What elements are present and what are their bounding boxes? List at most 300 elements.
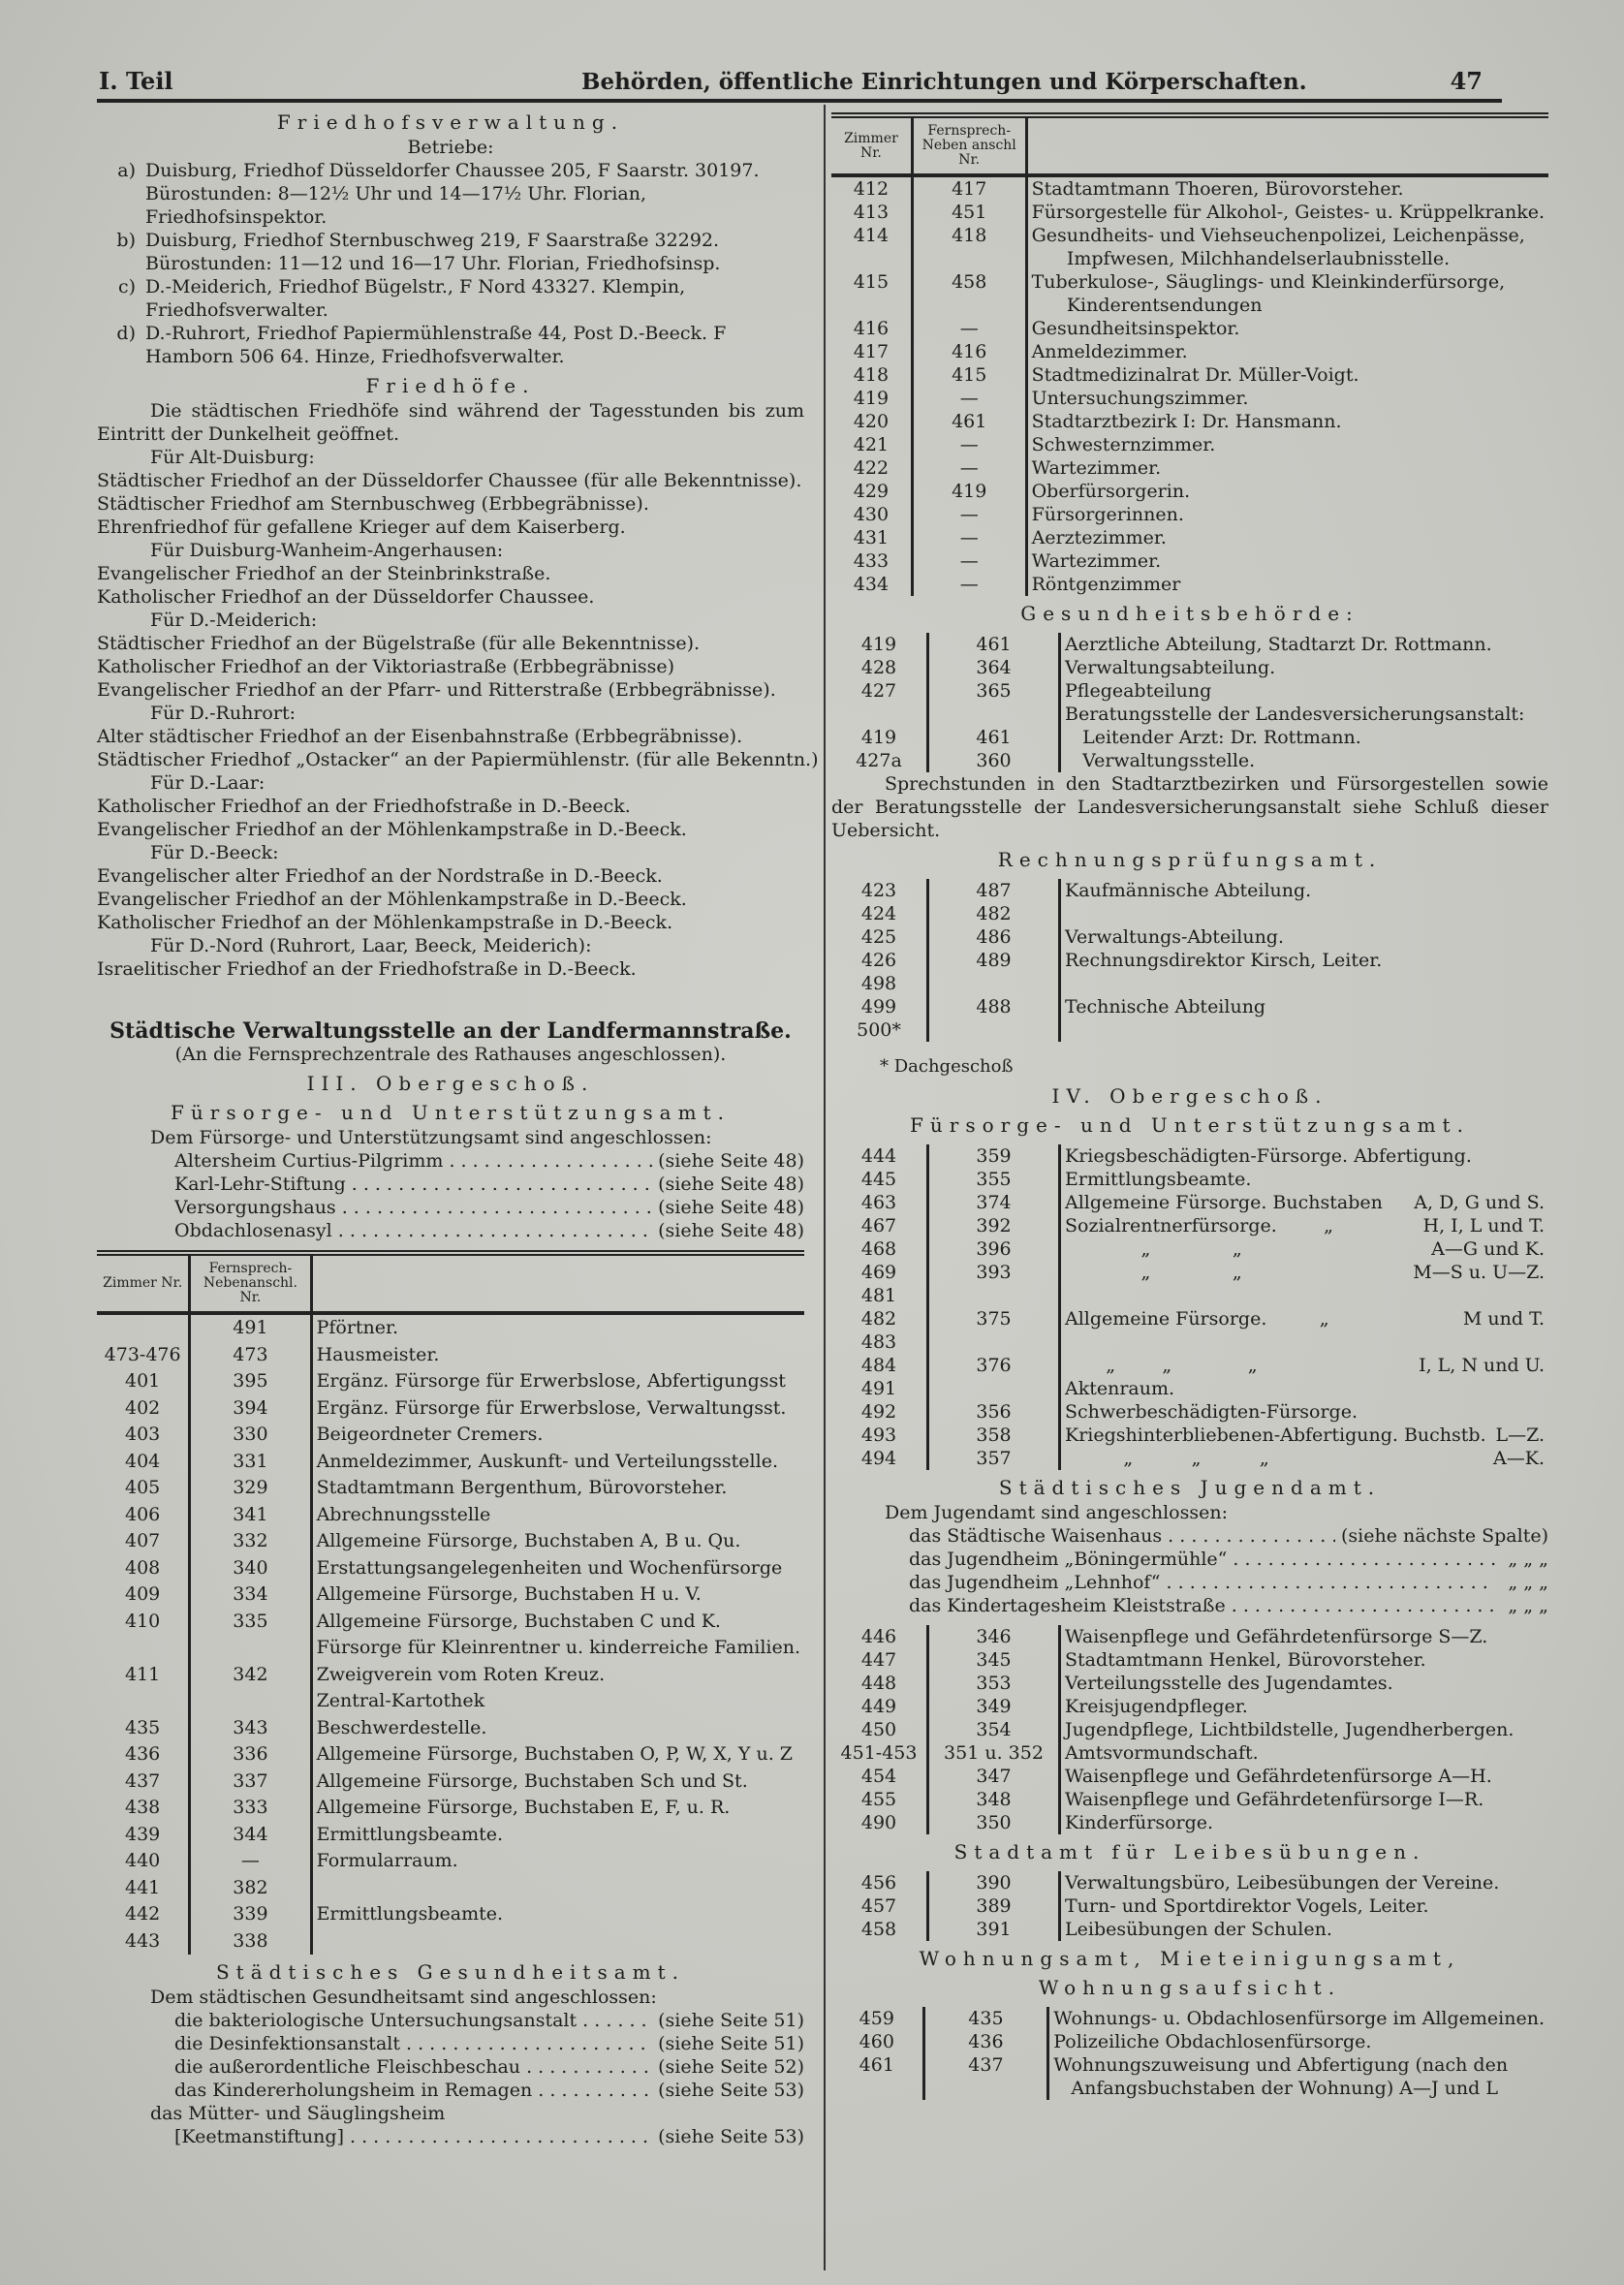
office-text: Kreisjugendpfleger. [1065,1696,1248,1717]
text-line: Städtischer Friedhof an der Bügelstraße (für alle Bekenntnisse). [97,633,701,654]
office-text: Waisenpflege und Gefährdetenfürsorge S—Z. [1065,1626,1488,1647]
office-text: Schwesternzimmer. [1031,434,1216,455]
room-number [97,1313,190,1342]
room-number: 499 [831,995,928,1018]
annex-name: die außerordentliche Fleischbeschau . . . [174,2055,652,2079]
office-description [311,1822,804,1849]
room-number: 494 [831,1447,928,1470]
office-text: Verteilungsstelle des Jugendamtes. [1065,1673,1393,1694]
room-number: 451-453 [831,1741,928,1765]
office-text: Erstattungsangelegenheiten und Wochenfürsorge [316,1556,783,1579]
office-description [1060,1918,1549,1941]
list-item [97,159,804,229]
annex-entry [97,2125,804,2148]
office-description [1048,2030,1548,2053]
table-row [831,1237,1548,1261]
room-number: 404 [97,1449,190,1476]
table-row [97,1715,804,1742]
room-number: 437 [97,1769,190,1796]
table-row [831,1447,1548,1470]
phone-extension: 337 [190,1769,311,1796]
office-description [1060,1811,1549,1834]
room-number: 419 [831,387,912,410]
item-key: c) [117,276,136,297]
table-row [831,363,1548,387]
office-description [311,1875,804,1902]
office-text: Beigeordneter Cremers. [316,1424,544,1445]
intro-line: Für D.-Nord (Ruhrort, Laar, Beeck, Meiderich): [150,935,592,956]
phone-extension: 351 u. 352 [928,1741,1060,1765]
room-number: 430 [831,503,912,526]
column-header: Zimmer Nr. [831,115,912,175]
office-description [311,1715,804,1742]
room-number: 423 [831,879,928,902]
office-description [1060,1237,1549,1261]
text-line: Katholischer Friedhof an der Möhlenkampstraße in D.-Beeck. [97,912,673,933]
intro-line: Dem städtischen Gesundheitsamt sind angeschlossen: [150,1987,657,2008]
table-row [97,1313,804,1342]
phone-extension: 332 [190,1528,311,1555]
table-row [831,201,1548,224]
table-row [831,1695,1548,1718]
office-text: Gesundheitsinspektor. [1031,318,1240,339]
phone-extension [912,294,1026,317]
office-description [311,1609,804,1636]
paragraph: Die städtischen Friedhöfe sind während der Tagesstunden bis zum Eintritt der Dunkelheit geöffnet. [97,400,804,445]
office-text: Turn- und Sportdirektor Vogels, Leiter. [1065,1895,1429,1917]
annex-page-ref: (siehe Seite 48) [658,1220,804,1241]
room-number: 455 [831,1788,928,1811]
office-text: Tuberkulose-, Säuglings- und Kleinkinderfürsorge, [1031,271,1506,293]
annex-entry [97,2009,804,2032]
office-text: Impfwesen, Milchhandelserlaubnisstelle. [1031,248,1451,269]
annex-name: Versorgungshaus . . . [174,1196,652,1219]
text-line: Städtischer Friedhof „Ostacker“ an der Papiermühlenstr. (für alle Bekenntn.) [97,749,819,770]
phone-extension [928,972,1060,995]
phone-extension: 339 [190,1901,311,1928]
office-text: Stadtamtmann Bergenthum, Bürovorsteher. [316,1477,728,1498]
table-row [831,656,1548,679]
table-row [831,1307,1548,1330]
table-row [831,2030,1548,2053]
phone-extension: 354 [928,1718,1060,1741]
table-row [831,1741,1548,1765]
room-number: 467 [831,1214,928,1237]
phone-extension: 374 [928,1191,1060,1214]
table-row [831,387,1548,410]
office-description [1060,1788,1549,1811]
phone-extension: 335 [190,1609,311,1636]
phone-extension: 336 [190,1741,311,1769]
office-description [1060,726,1549,749]
phone-extension: 395 [190,1368,311,1395]
office-text: Technische Abteilung [1065,996,1266,1017]
phone-extension: 487 [928,879,1060,902]
office-text: Allgemeine Fürsorge, Buchstaben A, B u. Qu. [316,1530,741,1551]
room-number: 421 [831,433,912,456]
page-number: 47 [1450,67,1483,95]
office-description [1048,2053,1548,2077]
room-number: 445 [831,1168,928,1191]
annex-entry [97,1196,804,1219]
office-description [1060,1168,1549,1191]
item-text: Duisburg, Friedhof Sternbuschweg 219, F Saarstraße 32292. Bürostunden: 11—12 und 16—17 Uhr. Florian, Friedhofsinsp. [145,230,721,274]
item-key: d) [116,323,136,344]
phone-extension: 394 [190,1395,311,1423]
phone-extension: 390 [928,1871,1060,1894]
phone-extension: 341 [190,1502,311,1529]
office-text: Leibesübungen der Schulen. [1065,1919,1332,1940]
room-number: 426 [831,949,928,972]
table-row [831,1718,1548,1741]
office-description [311,1635,804,1662]
room-number: 447 [831,1648,928,1672]
office-text: Stadtamtmann Henkel, Bürovorsteher. [1065,1649,1426,1671]
office-text: Gesundheits- und Viehseuchenpolizei, Leichenpässe, [1031,225,1525,246]
office-description [1060,1144,1549,1168]
annex-page-ref: „ „ „ [1508,1549,1548,1570]
office-description [1060,1424,1549,1447]
room-number: 449 [831,1695,928,1718]
table-row [831,247,1548,270]
table-row [831,1918,1548,1941]
office-description [1060,925,1549,949]
table-row [831,2077,1548,2100]
room-number: 422 [831,456,912,480]
text-line: Israelitischer Friedhof an der Friedhofstraße in D.-Beeck. [97,958,637,980]
phone-extension: — [912,317,1026,340]
table-row [97,1848,804,1875]
office-text: Verwaltungsabteilung. [1065,657,1276,678]
annex-page-ref: (siehe Seite 53) [658,2126,804,2147]
table-row [831,1191,1548,1214]
office-description [1048,2077,1548,2100]
intro-line: Für D.-Ruhrort: [150,703,296,724]
intro-line: Dem Jugendamt sind angeschlossen: [885,1502,1228,1523]
office-description [1026,433,1548,456]
intro-line: Für D.-Beeck: [150,842,279,863]
office-text: Allgemeine Fürsorge, Buchstaben O, P, W, X, Y u. Z [316,1743,793,1765]
office-text: Stadtarztbezirk I: Dr. Hansmann. [1031,411,1342,432]
office-description [311,1342,804,1369]
phone-extension [928,1284,1060,1307]
phone-extension [928,1377,1060,1400]
text-line: Katholischer Friedhof an der Düsseldorfer Chaussee. [97,586,595,608]
table-row [831,317,1548,340]
room-number: 483 [831,1330,928,1354]
phone-extension: 358 [928,1424,1060,1447]
office-description [1060,902,1549,925]
room-number: 492 [831,1400,928,1424]
phone-extension: 340 [190,1555,311,1582]
annex-name: das Städtische Waisenhaus . . . [909,1524,1335,1548]
text-line: Evangelischer Friedhof an der Steinbrinkstraße. [97,563,551,584]
text-line: Katholischer Friedhof an der Viktoriastraße (Erbbegräbnisse) [97,656,675,677]
annex-entry [97,2055,804,2079]
table-row [831,224,1548,247]
room-number: 481 [831,1284,928,1307]
phone-extension: 348 [928,1788,1060,1811]
header-title: Behörden, öffentliche Einrichtungen und Körperschaften. [581,69,1307,95]
office-text: Ermittlungsbeamte. [1065,1169,1252,1190]
office-description [1060,633,1549,656]
office-description [1060,1765,1549,1788]
office-description [1060,656,1549,679]
phone-extension [928,1330,1060,1354]
room-number: 457 [831,1894,928,1918]
annex-entry [97,1173,804,1196]
table-row [831,1811,1548,1834]
office-text: Waisenpflege und Gefährdetenfürsorge A—H. [1065,1766,1492,1787]
directory-table [831,879,1548,1042]
phone-extension: — [912,573,1026,596]
room-number [831,703,928,726]
footnote: * Dachgeschoß [880,1056,1014,1077]
room-number: 434 [831,573,912,596]
section-heading: Stadtamt für Leibesübungen. [953,1840,1426,1863]
annex-name: Obdachlosenasyl . . . [174,1219,652,1242]
room-number: 448 [831,1672,928,1695]
text-line: Evangelischer alter Friedhof an der Nordstraße in D.-Beeck. [97,865,663,887]
office-description [1060,703,1549,726]
table-row [831,340,1548,363]
office-text: Allgemeine Fürsorge. „ [1065,1308,1329,1330]
room-number: 469 [831,1261,928,1284]
phone-extension: 356 [928,1400,1060,1424]
office-description [1060,1330,1549,1354]
column-header [311,1253,804,1313]
room-number: 407 [97,1528,190,1555]
phone-extension: — [912,549,1026,573]
room-number: 401 [97,1368,190,1395]
office-text: Wohnungszuweisung und Abfertigung (nach den [1053,2054,1509,2076]
table-row [97,1875,804,1902]
item-text: D.-Meiderich, Friedhof Bügelstr., F Nord 43327. Klempin, Friedhofsverwalter. [145,276,686,321]
room-number: 431 [831,526,912,549]
paragraph: Sprechstunden in den Stadtarztbezirken und Fürsorgestellen sowie der Beratungsstelle der Landesversicherungsanstalt siehe Schluß dieser Uebersicht. [831,773,1548,841]
annex-page-ref: (siehe Seite 48) [658,1150,804,1172]
office-description [311,1581,804,1609]
room-number: 428 [831,656,928,679]
phone-extension: 375 [928,1307,1060,1330]
room-number [831,294,912,317]
room-number: 454 [831,1765,928,1788]
office-description [1026,363,1548,387]
table-row [97,1342,804,1369]
table-row [831,1330,1548,1354]
office-text: Pflegeabteilung [1065,680,1212,702]
office-description [1060,1400,1549,1424]
room-number: 461 [831,2053,923,2077]
office-text: Schwerbeschädigten-Fürsorge. [1065,1401,1359,1423]
phone-extension: — [912,387,1026,410]
office-description [311,1528,804,1555]
annex-entry [97,2079,804,2102]
intro-line: Für Alt-Duisburg: [150,447,315,468]
phone-extension: 347 [928,1765,1060,1788]
room-number: 440 [97,1848,190,1875]
annex-name: [Keetmanstiftung] . . . [174,2125,652,2148]
phone-extension: 359 [928,1144,1060,1168]
text-line: Städtischer Friedhof an der Düsseldorfer Chaussee (für alle Bekenntnisse). [97,470,802,491]
office-description [1026,503,1548,526]
phone-extension: 365 [928,679,1060,703]
office-text: Rechnungsdirektor Kirsch, Leiter. [1065,950,1383,971]
office-description [1060,1672,1549,1695]
office-text: Kaufmännische Abteilung. [1065,880,1312,901]
phone-extension: 389 [928,1894,1060,1918]
section-heading: Städtisches Gesundheitsamt. [215,1960,686,1984]
phone-extension: 355 [928,1168,1060,1191]
office-description [1060,1214,1549,1237]
table-row [831,1788,1548,1811]
office-description [1026,224,1548,247]
phone-extension: 357 [928,1447,1060,1470]
table-row [831,526,1548,549]
office-description [1026,201,1548,224]
room-number: 419 [831,726,928,749]
room-number: 459 [831,2007,923,2030]
list-item [97,322,804,368]
table-row [831,1168,1548,1191]
item-text: D.-Ruhrort, Friedhof Papiermühlenstraße 44, Post D.-Beeck. F Hamborn 506 64. Hinze, Friedhofsverwalter. [145,323,727,367]
letter-range: I, L, N und U. [1419,1355,1545,1376]
room-number: 414 [831,224,912,247]
column-header: Zimmer Nr. [97,1253,190,1313]
room-number [831,2077,923,2100]
table-row [831,1018,1548,1042]
table-row [831,1871,1548,1894]
office-description [1048,2007,1548,2030]
phone-extension: 391 [928,1918,1060,1941]
table-row [831,2053,1548,2077]
room-number: 498 [831,972,928,995]
room-number: 403 [97,1422,190,1449]
phone-extension [928,703,1060,726]
office-description [1026,340,1548,363]
office-description [1026,573,1548,596]
section-heading: Wohnungsaufsicht. [1038,1976,1342,1999]
office-text: Anmeldezimmer, Auskunft- und Verteilungsstelle. [316,1450,778,1472]
office-text: Polizeiliche Obdachlosenfürsorge. [1053,2031,1372,2052]
office-text: Verwaltungsbüro, Leibesübungen der Vereine. [1065,1872,1500,1894]
table-row [831,1648,1548,1672]
annex-entry [97,1149,804,1173]
office-text: Anmeldezimmer. [1031,341,1188,362]
phone-extension: 338 [190,1928,311,1956]
table-row [97,1581,804,1609]
table-row [831,1261,1548,1284]
office-text: Allgemeine Fürsorge, Buchstaben C und K. [316,1610,721,1632]
phone-extension [923,2077,1048,2100]
item-key: b) [116,230,136,251]
room-number: 436 [97,1741,190,1769]
office-description [1026,456,1548,480]
subheading: Betriebe: [407,137,494,158]
office-text: Oberfürsorgerin. [1031,481,1191,502]
letter-range: M—S u. U—Z. [1413,1262,1545,1283]
phone-extension: 346 [928,1625,1060,1648]
office-text: Zentral-Kartothek [316,1690,485,1711]
phone-extension: 331 [190,1449,311,1476]
phone-extension: 415 [912,363,1026,387]
annex-name: das Kindertagesheim Kleiststraße . . . [909,1594,1502,1617]
room-number: 441 [97,1875,190,1902]
office-description [1060,1871,1549,1894]
annex-name: das Jugendheim „Lehnhof“ . . . [909,1571,1502,1594]
office-text: Fürsorgestelle für Alkohol-, Geistes- u. Krüppelkranke. [1031,202,1545,223]
phone-extension: 419 [912,480,1026,503]
directory-table [831,1625,1548,1834]
phone-extension: 436 [923,2030,1048,2053]
room-number: 460 [831,2030,923,2053]
list-item [97,275,804,322]
office-text: Allgemeine Fürsorge, Buchstaben E, F, u. R. [316,1797,731,1818]
room-number: 408 [97,1555,190,1582]
directory-table [831,1871,1548,1941]
office-description [1060,1354,1549,1377]
letter-range: A, D, G und S. [1414,1192,1545,1213]
room-number: 406 [97,1502,190,1529]
phone-extension: 458 [912,270,1026,294]
table-row [97,1475,804,1502]
letter-range: A—K. [1493,1448,1545,1469]
intro-line: Dem Fürsorge- und Unterstützungsamt sind angeschlossen: [150,1127,712,1148]
table-row [831,902,1548,925]
letter-range: H, I, L und T. [1422,1215,1545,1236]
column-header: Fernsprech-Nebenanschl. Nr. [190,1253,311,1313]
office-text: Allgemeine Fürsorge. Buchstaben [1065,1192,1383,1213]
annex-entry [831,1571,1548,1594]
office-text: Ermittlungsbeamte. [316,1823,504,1845]
office-text: Ergänz. Fürsorge für Erwerbslose, Verwaltungsst. [316,1396,787,1419]
phone-extension: 418 [912,224,1026,247]
table-row [97,1395,804,1423]
directory-table [831,633,1548,772]
table-row [831,2007,1548,2030]
room-number: 439 [97,1822,190,1849]
table-row [831,480,1548,503]
phone-extension: — [912,456,1026,480]
table-row [97,1422,804,1449]
office-description [1060,1191,1549,1214]
room-number: 444 [831,1144,928,1168]
office-description [1060,1284,1549,1307]
office-text: Ergänz. Fürsorge für Erwerbslose, Abfertigungsst [316,1370,786,1392]
phone-extension: 393 [928,1261,1060,1284]
room-number: 424 [831,902,928,925]
office-text: Beschwerdestelle. [316,1716,487,1738]
office-text: Allgemeine Fürsorge, Buchstaben Sch und St. [316,1769,748,1792]
office-text: Sozialrentnerfürsorge. „ [1065,1215,1333,1236]
office-text: „ „ „ [1065,1448,1269,1469]
office-description [311,1313,804,1342]
office-text: Amtsvormundschaft. [1065,1742,1259,1764]
directory-table [97,1250,804,1955]
phone-extension: 491 [190,1313,311,1342]
intro-line: Für D.-Laar: [150,772,265,794]
office-text: Untersuchungszimmer. [1031,388,1249,409]
table-row [97,1795,804,1822]
annex-name: Altersheim Curtius-Pilgrimm . . . [174,1149,652,1173]
office-text: Röntgenzimmer [1031,574,1181,595]
room-number: 443 [97,1928,190,1956]
office-description [1060,1695,1549,1718]
intro-line: Für Duisburg-Wanheim-Angerhausen: [150,540,504,561]
table-row [831,1894,1548,1918]
office-text: Fürsorgerinnen. [1031,504,1184,525]
annex-entry [97,2032,804,2055]
